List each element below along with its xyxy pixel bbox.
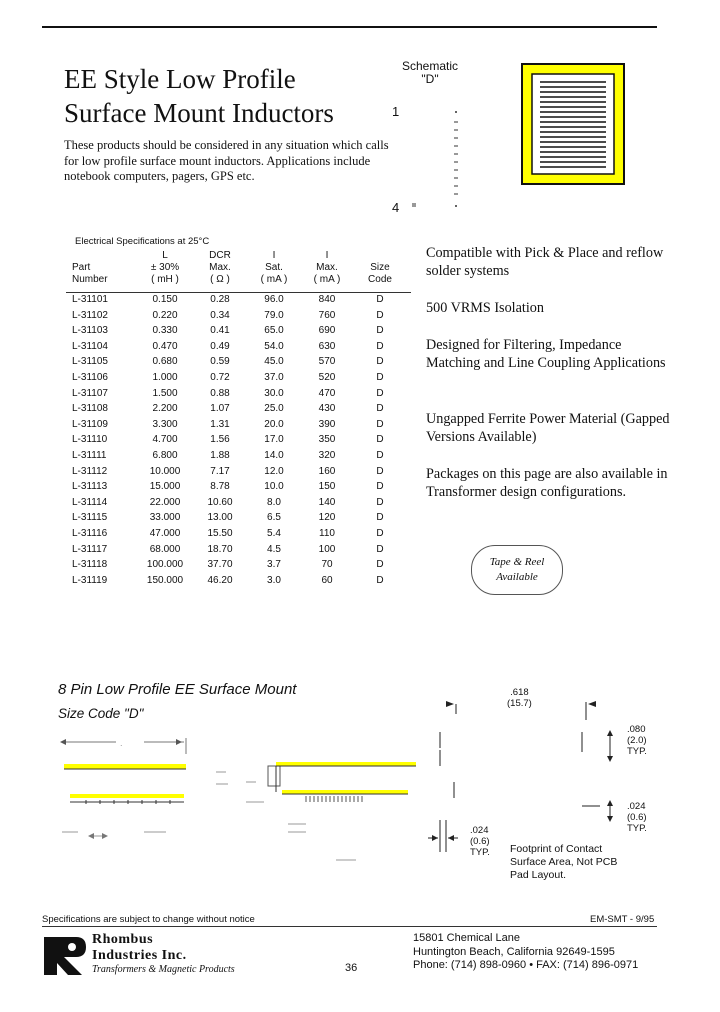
table-cell: 350 — [318, 434, 336, 446]
header-part-number: Part Number — [72, 262, 108, 285]
header-imax: I Max. ( mA ) — [313, 250, 341, 285]
table-cell: 20.0 — [264, 418, 284, 430]
table-cell: L-31117 — [72, 543, 108, 555]
company-address: 15801 Chemical Lane Huntington Beach, California 92649-1595 Phone: (714) 898-0960 • FAX: (714) 896-0971 — [413, 932, 639, 971]
table-cell: L-31104 — [72, 340, 108, 352]
table-cell: D — [376, 371, 384, 383]
table-row — [66, 573, 406, 589]
table-cell: 0.88 — [210, 387, 230, 399]
table-cell: D — [376, 543, 384, 555]
table-row — [66, 386, 406, 402]
footer-doc-code: EM-SMT - 9/95 — [590, 914, 655, 925]
table-cell: D — [376, 574, 384, 586]
table-cell: 47.000 — [149, 527, 181, 539]
table-cell: 690 — [318, 325, 336, 337]
table-cell: D — [376, 418, 384, 430]
table-cell: 150.000 — [146, 574, 184, 586]
table-cell: 430 — [318, 403, 336, 415]
schematic-pin-1: 1 — [392, 104, 400, 119]
table-cell: 15.000 — [149, 481, 181, 493]
tape-reel-badge: Tape & Reel Available — [471, 545, 563, 595]
spec-table — [66, 250, 406, 588]
table-cell: 6.5 — [267, 512, 281, 524]
table-cell: L-31106 — [72, 371, 108, 383]
header-inductance: L ± 30% ( mH ) — [150, 250, 180, 285]
table-row — [66, 448, 406, 464]
table-cell: 25.0 — [264, 403, 284, 415]
table-cell: L-31118 — [72, 559, 108, 571]
table-cell: 7.17 — [210, 465, 230, 477]
table-cell: D — [376, 512, 384, 524]
header-isat: I Sat. ( mA ) — [260, 250, 288, 285]
table-cell: 160 — [318, 465, 336, 477]
table-cell: 15.50 — [207, 527, 233, 539]
table-cell: 6.800 — [152, 449, 178, 461]
table-cell: L-31113 — [72, 481, 108, 493]
table-cell: 470 — [318, 387, 336, 399]
rhombus-logo-icon — [42, 933, 88, 979]
table-cell: D — [376, 449, 384, 461]
table-cell: D — [376, 294, 384, 305]
schematic-code: "D" — [421, 72, 439, 86]
table-cell: 45.0 — [264, 356, 284, 368]
table-row — [66, 370, 406, 386]
table-row — [66, 339, 406, 355]
table-cell: 4.700 — [152, 434, 178, 446]
spec-table-heading: Electrical Specifications at 25°C — [75, 236, 210, 247]
table-cell: 10.0 — [264, 481, 284, 493]
table-cell: 0.330 — [152, 325, 178, 337]
feature-transformer: Packages on this page are also available in Transformer design configurations. — [426, 466, 668, 501]
dim-pad-pitch: .080 (2.0) TYP. — [627, 724, 647, 757]
table-cell: L-31116 — [72, 527, 108, 539]
table-row — [66, 542, 406, 558]
company-name: Rhombus Industries Inc. — [92, 932, 187, 963]
table-cell: 10.000 — [149, 465, 181, 477]
table-cell: D — [376, 340, 384, 352]
schematic-label: Schematic — [401, 59, 459, 73]
footprint-drawing — [420, 692, 630, 862]
table-cell: 3.300 — [152, 418, 178, 430]
table-cell: 1.500 — [152, 387, 178, 399]
footer-rule — [42, 926, 657, 927]
mechanical-drawing — [56, 728, 416, 876]
spec-header-divider — [66, 292, 411, 293]
table-cell: L-31105 — [72, 356, 108, 368]
table-row — [66, 479, 406, 495]
table-cell: D — [376, 325, 384, 337]
table-cell: D — [376, 309, 384, 321]
table-cell: 120 — [318, 512, 336, 524]
table-cell: 0.34 — [210, 309, 230, 321]
page-number: 36 — [345, 962, 358, 974]
table-cell: 79.0 — [264, 309, 284, 321]
table-cell: 8.78 — [210, 481, 230, 493]
table-cell: 320 — [318, 449, 336, 461]
table-cell: 96.0 — [264, 294, 284, 305]
table-cell: 0.41 — [210, 325, 230, 337]
page-title-line1: EE Style Low Profile — [64, 64, 296, 94]
table-row — [66, 401, 406, 417]
table-cell: 0.680 — [152, 356, 178, 368]
drawing-section-title: 8 Pin Low Profile EE Surface Mount — [58, 681, 297, 698]
inductor-top-view-image — [520, 62, 626, 186]
table-row — [66, 354, 406, 370]
table-cell: 2.200 — [152, 403, 178, 415]
table-row — [66, 557, 406, 573]
table-cell: L-31115 — [72, 512, 108, 524]
table-cell: 100.000 — [146, 559, 184, 571]
table-row — [66, 464, 406, 480]
header-dcr: DCR Max. ( Ω ) — [209, 250, 231, 285]
table-cell: D — [376, 496, 384, 508]
table-cell: 17.0 — [264, 434, 284, 446]
schematic-winding-diagram — [404, 108, 464, 212]
dim-pad-length: .024 (0.6) TYP. — [470, 825, 490, 858]
table-cell: 0.470 — [152, 340, 178, 352]
table-cell: 0.49 — [210, 340, 230, 352]
table-cell: L-31107 — [72, 387, 108, 399]
table-cell: 10.60 — [207, 496, 233, 508]
table-cell: D — [376, 481, 384, 493]
table-cell: 390 — [318, 418, 336, 430]
table-cell: 1.07 — [210, 403, 230, 415]
table-cell: 630 — [318, 340, 336, 352]
table-cell: 110 — [319, 527, 335, 539]
table-cell: 100 — [318, 543, 336, 555]
table-cell: 140 — [318, 496, 336, 508]
table-cell: L-31108 — [72, 403, 108, 415]
schematic-title — [380, 60, 480, 86]
table-cell: D — [376, 527, 384, 539]
table-cell: 13.00 — [207, 512, 233, 524]
table-cell: 840 — [318, 294, 336, 305]
table-cell: L-31110 — [72, 434, 108, 446]
table-row — [66, 292, 406, 308]
table-row — [66, 432, 406, 448]
table-cell: 37.70 — [207, 559, 233, 571]
intro-paragraph: These products should be considered in any situation which calls for low profile surface mount inductors. Applications include notebook computers, pagers, GPS etc. — [64, 138, 389, 183]
table-row — [66, 417, 406, 433]
table-cell: 4.5 — [267, 543, 281, 555]
footprint-note: Footprint of Contact Surface Area, Not PCB Pad Layout. — [510, 843, 618, 881]
table-cell: 0.28 — [210, 294, 230, 305]
feature-filtering: Designed for Filtering, Impedance Matching and Line Coupling Applications — [426, 337, 666, 372]
spec-header-row — [66, 250, 406, 286]
table-cell: D — [376, 559, 384, 571]
table-cell: L-31101 — [72, 294, 108, 305]
table-cell: 8.0 — [267, 496, 281, 508]
svg-text:.: . — [120, 738, 123, 748]
table-cell: L-31109 — [72, 418, 108, 430]
table-cell: L-31111 — [72, 449, 107, 461]
feature-ferrite: Ungapped Ferrite Power Material (Gapped Versions Available) — [426, 411, 670, 446]
table-cell: 46.20 — [207, 574, 233, 586]
table-cell: D — [376, 434, 384, 446]
page-title-line2: Surface Mount Inductors — [64, 98, 334, 128]
table-cell: 570 — [318, 356, 336, 368]
feature-pick-place: Compatible with Pick & Place and reflow solder systems — [426, 245, 664, 280]
table-cell: 12.0 — [264, 465, 284, 477]
table-cell: L-31112 — [72, 465, 108, 477]
table-cell: 65.0 — [264, 325, 284, 337]
table-cell: 33.000 — [149, 512, 181, 524]
table-row — [66, 526, 406, 542]
table-cell: 30.0 — [264, 387, 284, 399]
table-cell: D — [376, 465, 384, 477]
schematic-pin-4: 4 — [392, 200, 400, 215]
table-cell: 70 — [321, 559, 333, 571]
table-cell: 0.220 — [152, 309, 178, 321]
table-cell: L-31102 — [72, 309, 108, 321]
header-size-code: Size Code — [368, 262, 392, 285]
table-cell: 1.31 — [210, 418, 230, 430]
table-cell: 0.150 — [152, 294, 178, 305]
table-cell: L-31119 — [72, 574, 108, 586]
table-cell: 760 — [318, 309, 336, 321]
table-cell: 520 — [318, 371, 336, 383]
drawing-size-code: Size Code "D" — [58, 706, 144, 721]
dim-pad-width: .024 (0.6) TYP. — [627, 801, 647, 834]
top-rule — [42, 26, 657, 28]
table-cell: 3.7 — [267, 559, 281, 571]
table-row — [66, 308, 406, 324]
table-cell: 150 — [318, 481, 336, 493]
table-cell: L-31103 — [72, 325, 108, 337]
table-cell: 68.000 — [149, 543, 181, 555]
dim-length: .618 (15.7) — [507, 687, 532, 709]
table-cell: D — [376, 356, 384, 368]
table-cell: 0.72 — [210, 371, 230, 383]
table-row — [66, 323, 406, 339]
table-cell: 3.0 — [267, 574, 281, 586]
table-cell: 14.0 — [264, 449, 284, 461]
table-cell: 18.70 — [207, 543, 233, 555]
table-cell: L-31114 — [72, 496, 108, 508]
footer-disclaimer: Specifications are subject to change without notice — [42, 914, 255, 925]
feature-isolation: 500 VRMS Isolation — [426, 300, 544, 316]
spec-table-body — [66, 292, 406, 588]
table-row — [66, 495, 406, 511]
table-cell: 37.0 — [264, 371, 284, 383]
company-tagline: Transformers & Magnetic Products — [92, 964, 235, 975]
table-cell: 0.59 — [210, 356, 230, 368]
table-cell: 60 — [321, 574, 333, 586]
table-cell: 1.000 — [152, 371, 178, 383]
table-row — [66, 510, 406, 526]
table-cell: 22.000 — [149, 496, 181, 508]
table-cell: 5.4 — [267, 527, 281, 539]
table-cell: D — [376, 387, 384, 399]
table-cell: 1.88 — [210, 449, 230, 461]
table-cell: 1.56 — [210, 434, 230, 446]
table-cell: D — [376, 403, 384, 415]
table-cell: 54.0 — [264, 340, 284, 352]
